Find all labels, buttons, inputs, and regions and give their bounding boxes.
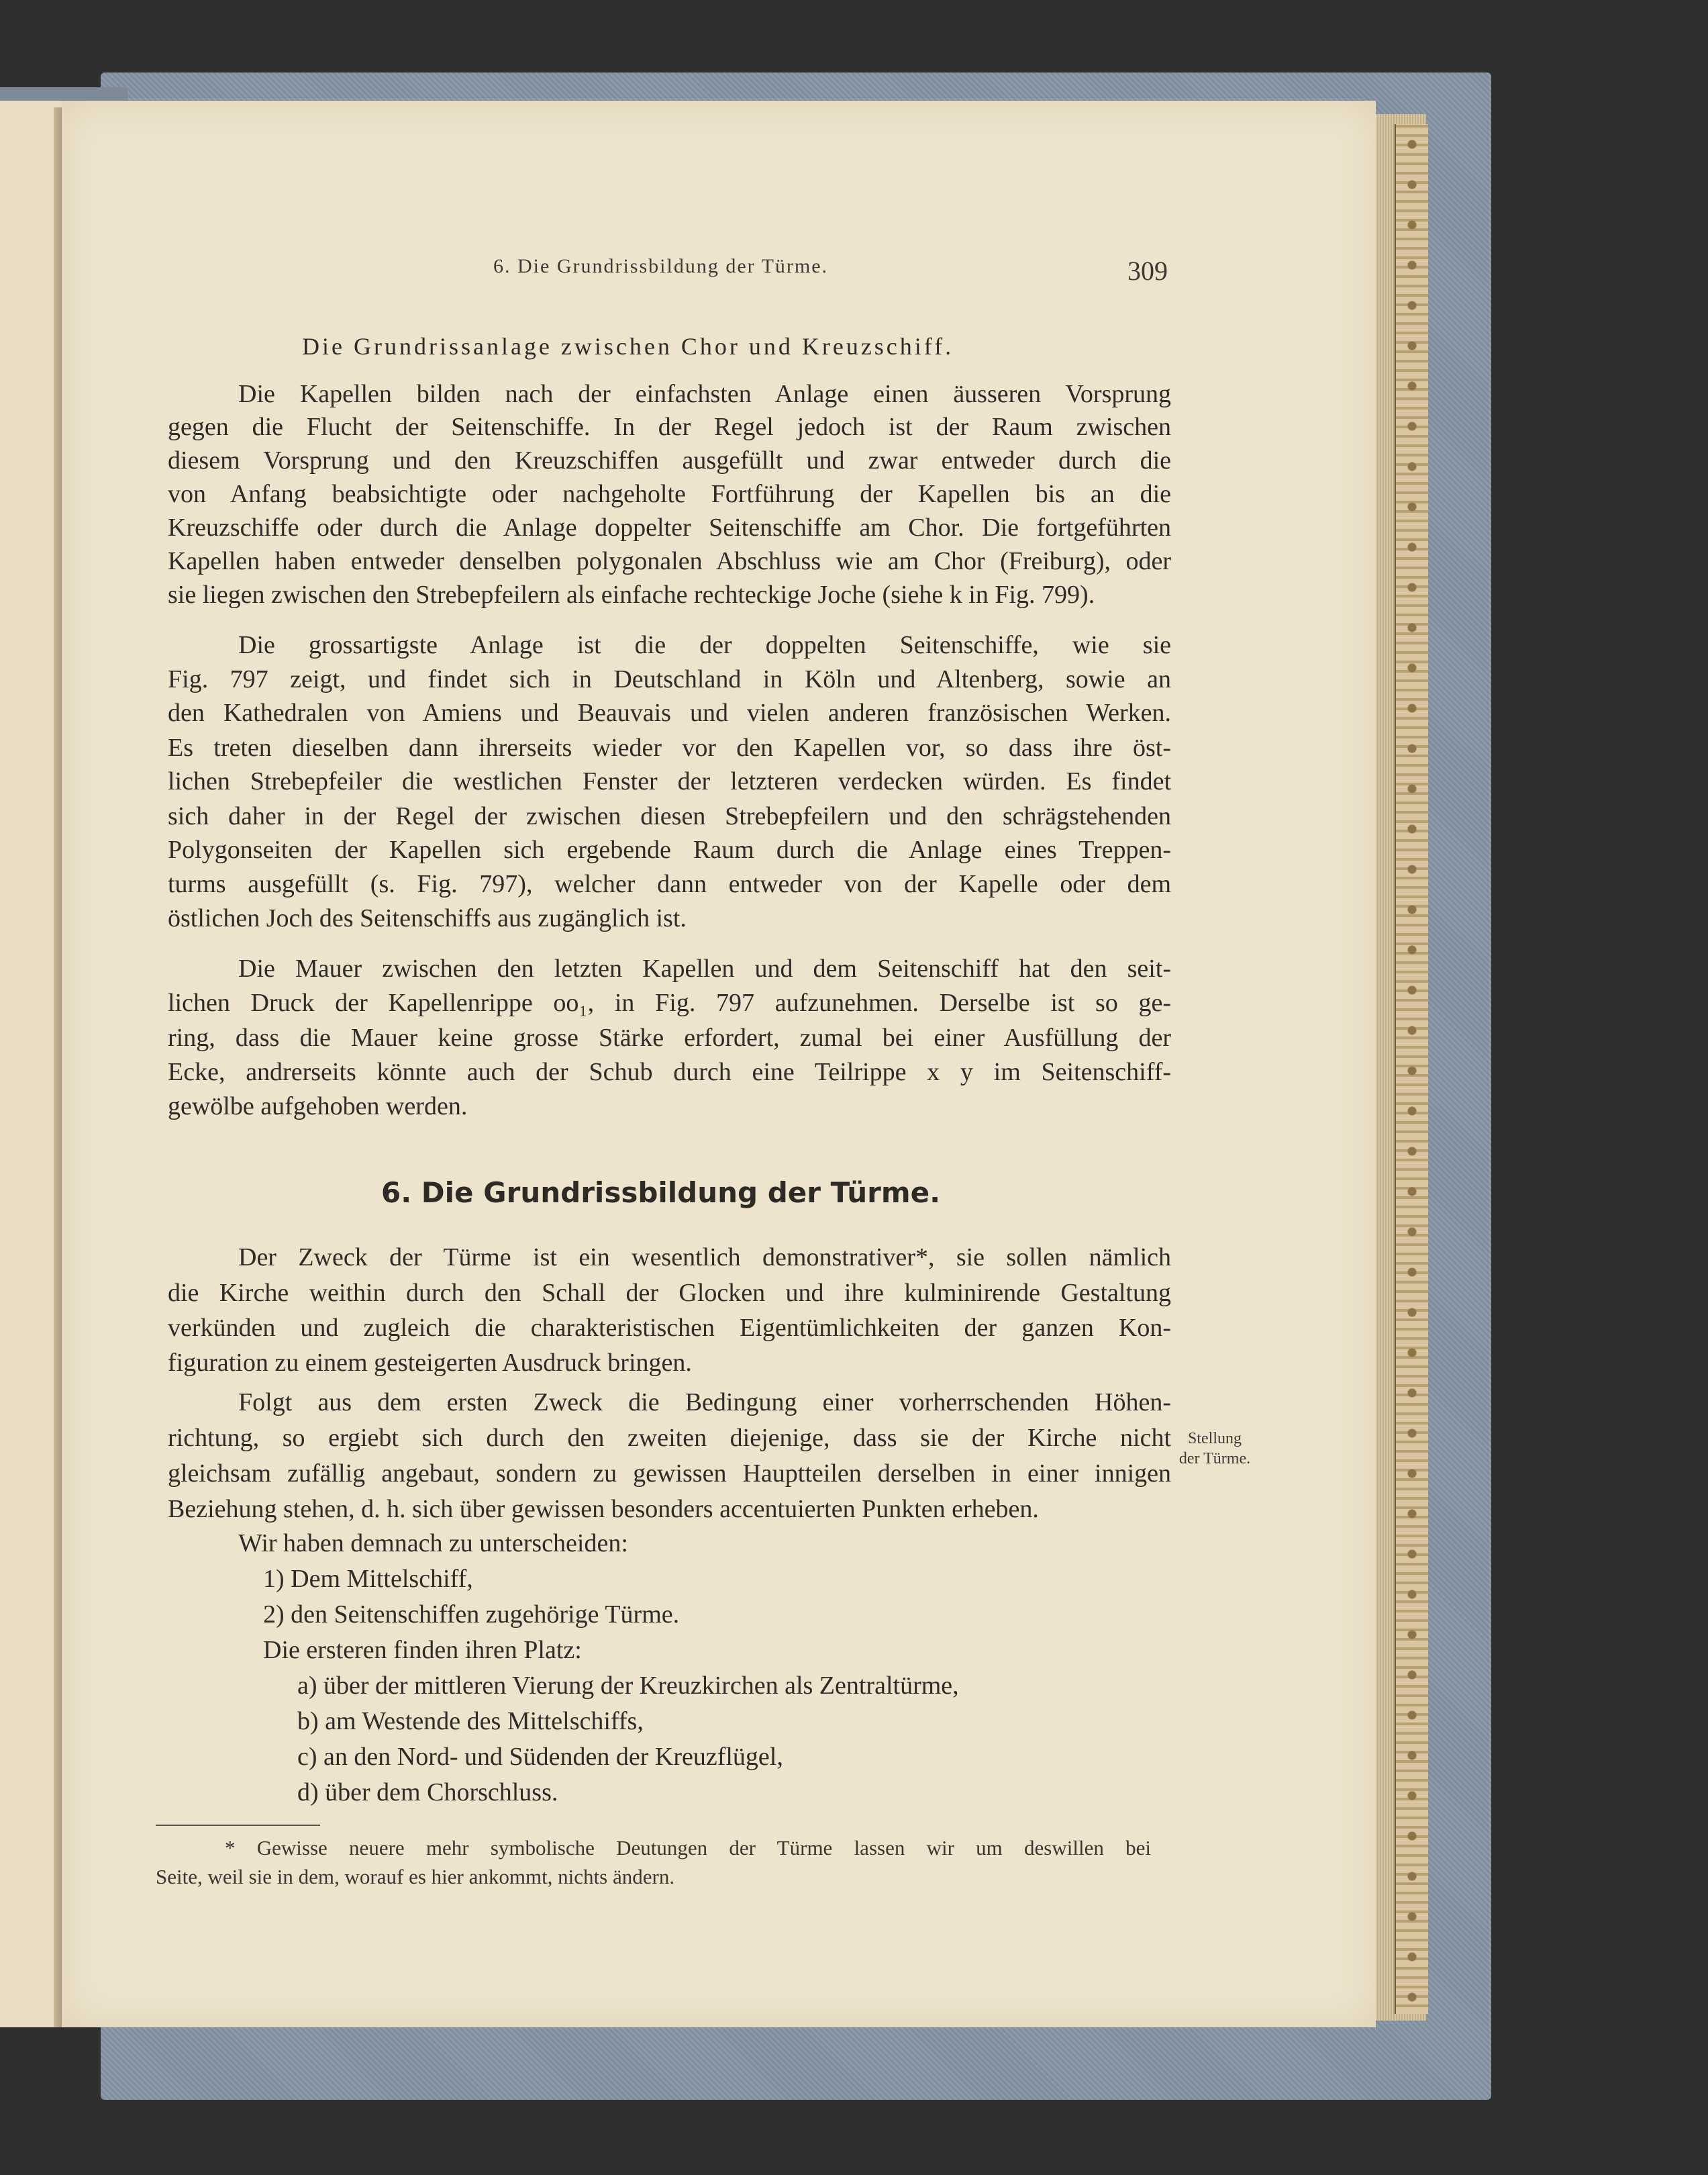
text-line: Kapellen haben entweder denselben polygonalen Abschluss wie am Chor (Freiburg), oder [168,547,1171,575]
text-line: Ecke, andrerseits könnte auch der Schub durch eine Teilrippe x y im Seitenschiff- [168,1058,1171,1086]
margin-note-line: Stellung [1187,1430,1242,1447]
sublist-item: a) über der mittleren Vierung der Kreuzkirchen als Zentraltürme, [297,1672,959,1700]
text-line: turms ausgefüllt (s. Fig. 797), welcher dann entweder von der Kapelle oder dem [168,870,1171,898]
subsection-heading: Die Grundrissanlage zwischen Chor und Kreuzschiff. [302,333,954,360]
text-line: lichen Strebepfeiler die westlichen Fenster der letzteren verdecken würden. Es findet [168,767,1171,795]
previous-page-sliver [0,101,62,2027]
text-line: verkünden und zugleich die charakteristischen Eigentümlichkeiten der ganzen Kon- [168,1314,1171,1342]
margin-note-line: der Türme. [1178,1450,1251,1467]
text-line: Folgt aus dem ersten Zweck die Bedingung einer vorherrschenden Höhen- [238,1388,1171,1416]
text-line: östlichen Joch des Seitenschiffs aus zugänglich ist. [168,904,687,932]
text-line: Polygonseiten der Kapellen sich ergebende Raum durch die Anlage eines Treppen- [168,836,1171,864]
footnote-rule [156,1825,320,1826]
list-item: 2) den Seitenschiffen zugehörige Türme. [263,1600,680,1629]
text-line: Fig. 797 zeigt, und findet sich in Deutschland in Köln und Altenberg, sowie an [168,665,1171,693]
page-number: 309 [1127,256,1168,286]
footnote-line: * Gewisse neuere mehr symbolische Deutungen der Türme lassen wir um deswillen bei [225,1836,1151,1859]
text-line: richtung, so ergiebt sich durch den zweiten diejenige, dass sie der Kirche nicht [168,1424,1171,1452]
text-line: ring, dass die Mauer keine grosse Stärke erfordert, zumal bei einer Ausfüllung der [168,1024,1171,1052]
text-line: sie liegen zwischen den Strebepfeilern als einfache rechteckige Joche (siehe k in Fig. 799). [168,581,1095,609]
text-line: Es treten dieselben dann ihrerseits wieder vor den Kapellen vor, so dass ihre öst- [168,734,1171,762]
text-line: den Kathedralen von Amiens und Beauvais und vielen anderen französischen Werken. [168,699,1171,727]
running-head: 6. Die Grundrissbildung der Türme. [493,255,829,277]
text-line: Kreuzschiffe oder durch die Anlage doppelter Seitenschiffe am Chor. Die fortgeführten [168,514,1171,542]
footnote-line: Seite, weil sie in dem, worauf es hier ankommt, nichts ändern. [156,1865,675,1888]
text-line: gewölbe aufgehoben werden. [168,1092,468,1120]
list-intro: Wir haben demnach zu unterscheiden: [238,1529,628,1557]
text-line: figuration zu einem gesteigerten Ausdruck bringen. [168,1349,692,1377]
text-line: Der Zweck der Türme ist ein wesentlich demonstrativer*, sie sollen nämlich [238,1243,1171,1271]
sublist-item: c) an den Nord- und Südenden der Kreuzflügel, [297,1743,783,1771]
list-item: 1) Dem Mittelschiff, [263,1565,473,1593]
text-line: Die Mauer zwischen den letzten Kapellen und dem Seitenschiff hat den seit- [238,955,1171,983]
text-line: lichen Druck der Kapellenrippe oo₁, in Fig. 797 aufzunehmen. Derselbe ist so ge- [168,989,1171,1017]
text-line: Die Kapellen bilden nach der einfachsten Anlage einen äusseren Vorsprung [238,380,1171,408]
marbled-fore-edge [1395,124,1428,2014]
sublist-item: d) über dem Chorschluss. [297,1778,558,1806]
text-line: gleichsam zufällig angebaut, sondern zu gewissen Hauptteilen derselben in einer innigen [168,1459,1171,1488]
text-line: gegen die Flucht der Seitenschiffe. In der Regel jedoch ist der Raum zwischen [168,413,1171,441]
text-line: diesem Vorsprung und den Kreuzschiffen ausgefüllt und zwar entweder durch die [168,446,1171,475]
text-line: sich daher in der Regel der zwischen diesen Strebepfeilern und den schrägstehenden [168,802,1171,830]
sublist-intro: Die ersteren finden ihren Platz: [263,1636,582,1664]
section-heading: 6. Die Grundrissbildung der Türme. [381,1176,941,1209]
sublist-item: b) am Westende des Mittelschiffs, [297,1707,644,1735]
text-line: Die grossartigste Anlage ist die der doppelten Seitenschiffe, wie sie [238,631,1171,659]
text-line: Beziehung stehen, d. h. sich über gewissen besonders accentuierten Punkten erheben. [168,1495,1039,1523]
text-line: von Anfang beabsichtigte oder nachgeholte Fortführung der Kapellen bis an die [168,480,1171,508]
text-line: die Kirche weithin durch den Schall der Glocken und ihre kulminirende Gestaltung [168,1279,1171,1307]
